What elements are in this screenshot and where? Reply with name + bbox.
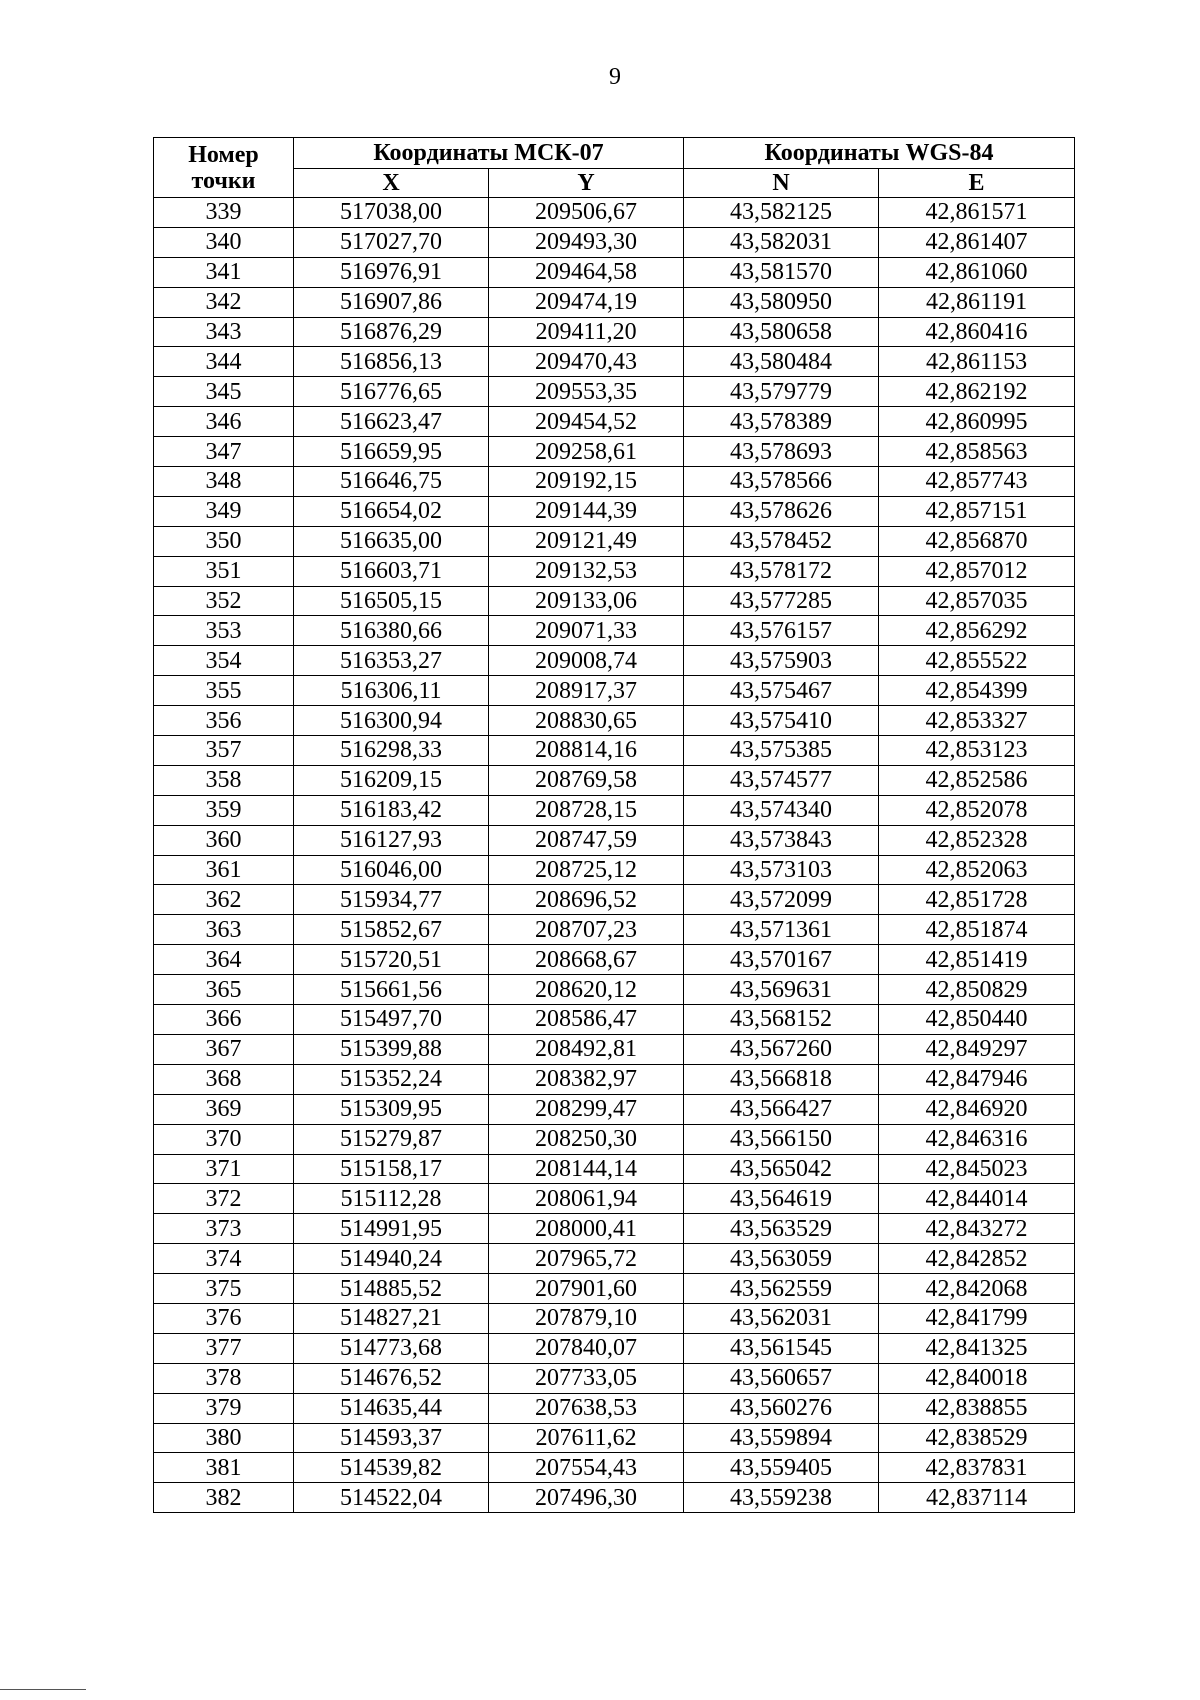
table-row [154, 257, 1075, 287]
cell-x: 515661,56 [294, 975, 489, 1005]
cell-e: 42,860995 [879, 407, 1075, 437]
cell-e: 42,842852 [879, 1244, 1075, 1274]
cell-x: 515852,67 [294, 915, 489, 945]
table-row [154, 1244, 1075, 1274]
cell-point: 369 [154, 1094, 294, 1124]
cell-x: 514593,37 [294, 1423, 489, 1453]
cell-point: 382 [154, 1483, 294, 1513]
cell-e: 42,862192 [879, 377, 1075, 407]
cell-n: 43,568152 [684, 1005, 879, 1035]
cell-y: 208725,12 [489, 855, 684, 885]
cell-x: 516300,94 [294, 706, 489, 736]
cell-n: 43,578389 [684, 407, 879, 437]
cell-point: 356 [154, 706, 294, 736]
table-row [154, 556, 1075, 586]
cell-x: 516776,65 [294, 377, 489, 407]
cell-x: 516298,33 [294, 736, 489, 766]
cell-y: 208830,65 [489, 706, 684, 736]
table-row [154, 1184, 1075, 1214]
cell-y: 209071,33 [489, 616, 684, 646]
cell-x: 516635,00 [294, 526, 489, 556]
cell-point: 358 [154, 765, 294, 795]
cell-n: 43,573843 [684, 825, 879, 855]
table-row [154, 1274, 1075, 1304]
cell-n: 43,566427 [684, 1094, 879, 1124]
cell-e: 42,857151 [879, 496, 1075, 526]
cell-x: 516623,47 [294, 407, 489, 437]
cell-y: 209464,58 [489, 257, 684, 287]
cell-n: 43,572099 [684, 885, 879, 915]
cell-n: 43,563059 [684, 1244, 879, 1274]
table-row [154, 198, 1075, 228]
table-row [154, 586, 1075, 616]
table-row [154, 347, 1075, 377]
cell-x: 516603,71 [294, 556, 489, 586]
cell-x: 517027,70 [294, 227, 489, 257]
cell-y: 209411,20 [489, 317, 684, 347]
cell-y: 209506,67 [489, 198, 684, 228]
cell-n: 43,569631 [684, 975, 879, 1005]
table-row [154, 795, 1075, 825]
cell-y: 208061,94 [489, 1184, 684, 1214]
cell-n: 43,581570 [684, 257, 879, 287]
cell-y: 208668,67 [489, 945, 684, 975]
cell-y: 208814,16 [489, 736, 684, 766]
scan-edge-line [0, 1689, 86, 1690]
cell-e: 42,857035 [879, 586, 1075, 616]
cell-point: 348 [154, 467, 294, 497]
cell-y: 207840,07 [489, 1333, 684, 1363]
cell-e: 42,841325 [879, 1333, 1075, 1363]
table-row [154, 317, 1075, 347]
cell-n: 43,578566 [684, 467, 879, 497]
table-row [154, 1393, 1075, 1423]
cell-point: 341 [154, 257, 294, 287]
cell-e: 42,861060 [879, 257, 1075, 287]
cell-x: 514635,44 [294, 1393, 489, 1423]
cell-n: 43,566150 [684, 1124, 879, 1154]
cell-point: 357 [154, 736, 294, 766]
cell-n: 43,559238 [684, 1483, 879, 1513]
cell-x: 515934,77 [294, 885, 489, 915]
cell-point: 368 [154, 1064, 294, 1094]
table-row [154, 1483, 1075, 1513]
cell-n: 43,561545 [684, 1333, 879, 1363]
cell-n: 43,570167 [684, 945, 879, 975]
cell-x: 517038,00 [294, 198, 489, 228]
table-row [154, 1034, 1075, 1064]
cell-point: 347 [154, 437, 294, 467]
cell-y: 208620,12 [489, 975, 684, 1005]
cell-point: 349 [154, 496, 294, 526]
cell-e: 42,840018 [879, 1363, 1075, 1393]
table-row [154, 676, 1075, 706]
cell-y: 208586,47 [489, 1005, 684, 1035]
cell-point: 354 [154, 646, 294, 676]
table-row [154, 437, 1075, 467]
cell-point: 345 [154, 377, 294, 407]
header-y: Y [489, 169, 684, 198]
cell-n: 43,559405 [684, 1453, 879, 1483]
cell-n: 43,563529 [684, 1214, 879, 1244]
cell-n: 43,560276 [684, 1393, 879, 1423]
cell-point: 372 [154, 1184, 294, 1214]
cell-n: 43,578693 [684, 437, 879, 467]
table-row [154, 1423, 1075, 1453]
header-point-number: Номер точки [154, 138, 294, 198]
cell-e: 42,857743 [879, 467, 1075, 497]
cell-point: 364 [154, 945, 294, 975]
cell-x: 514991,95 [294, 1214, 489, 1244]
cell-point: 363 [154, 915, 294, 945]
table-row [154, 825, 1075, 855]
cell-n: 43,577285 [684, 586, 879, 616]
cell-e: 42,847946 [879, 1064, 1075, 1094]
cell-x: 515309,95 [294, 1094, 489, 1124]
cell-point: 367 [154, 1034, 294, 1064]
header-msk07: Координаты МСК-07 [294, 138, 684, 169]
cell-x: 515279,87 [294, 1124, 489, 1154]
cell-point: 373 [154, 1214, 294, 1244]
cell-e: 42,852328 [879, 825, 1075, 855]
cell-x: 515720,51 [294, 945, 489, 975]
cell-e: 42,850829 [879, 975, 1075, 1005]
cell-e: 42,851419 [879, 945, 1075, 975]
cell-x: 516209,15 [294, 765, 489, 795]
cell-e: 42,850440 [879, 1005, 1075, 1035]
cell-point: 352 [154, 586, 294, 616]
header-e: E [879, 169, 1075, 198]
cell-x: 516353,27 [294, 646, 489, 676]
cell-e: 42,845023 [879, 1154, 1075, 1184]
cell-point: 351 [154, 556, 294, 586]
cell-x: 516183,42 [294, 795, 489, 825]
cell-point: 346 [154, 407, 294, 437]
cell-e: 42,853327 [879, 706, 1075, 736]
cell-x: 516856,13 [294, 347, 489, 377]
cell-y: 208707,23 [489, 915, 684, 945]
table-row [154, 526, 1075, 556]
cell-y: 208382,97 [489, 1064, 684, 1094]
cell-n: 43,582125 [684, 198, 879, 228]
cell-n: 43,576157 [684, 616, 879, 646]
table-row [154, 1333, 1075, 1363]
cell-y: 209553,35 [489, 377, 684, 407]
cell-x: 516659,95 [294, 437, 489, 467]
cell-e: 42,843272 [879, 1214, 1075, 1244]
cell-y: 209192,15 [489, 467, 684, 497]
cell-point: 360 [154, 825, 294, 855]
cell-y: 208917,37 [489, 676, 684, 706]
table-row [154, 496, 1075, 526]
cell-y: 209121,49 [489, 526, 684, 556]
cell-x: 515352,24 [294, 1064, 489, 1094]
cell-y: 208492,81 [489, 1034, 684, 1064]
cell-x: 515112,28 [294, 1184, 489, 1214]
cell-n: 43,575410 [684, 706, 879, 736]
cell-point: 374 [154, 1244, 294, 1274]
cell-y: 208299,47 [489, 1094, 684, 1124]
cell-y: 208250,30 [489, 1124, 684, 1154]
cell-n: 43,582031 [684, 227, 879, 257]
cell-point: 344 [154, 347, 294, 377]
cell-e: 42,852586 [879, 765, 1075, 795]
cell-point: 366 [154, 1005, 294, 1035]
cell-y: 209474,19 [489, 287, 684, 317]
cell-point: 381 [154, 1453, 294, 1483]
table-row [154, 467, 1075, 497]
table-row [154, 1094, 1075, 1124]
cell-y: 209258,61 [489, 437, 684, 467]
cell-n: 43,580658 [684, 317, 879, 347]
cell-x: 516976,91 [294, 257, 489, 287]
table-row [154, 1214, 1075, 1244]
cell-e: 42,844014 [879, 1184, 1075, 1214]
cell-e: 42,842068 [879, 1274, 1075, 1304]
cell-n: 43,571361 [684, 915, 879, 945]
cell-y: 208747,59 [489, 825, 684, 855]
table-row [154, 227, 1075, 257]
table-row [154, 706, 1075, 736]
cell-x: 516646,75 [294, 467, 489, 497]
table-row [154, 616, 1075, 646]
cell-point: 359 [154, 795, 294, 825]
header-x: X [294, 169, 489, 198]
page-number: 9 [609, 64, 621, 90]
cell-point: 371 [154, 1154, 294, 1184]
cell-n: 43,578626 [684, 496, 879, 526]
table-row [154, 915, 1075, 945]
cell-x: 515158,17 [294, 1154, 489, 1184]
cell-n: 43,560657 [684, 1363, 879, 1393]
cell-y: 209133,06 [489, 586, 684, 616]
cell-point: 343 [154, 317, 294, 347]
cell-e: 42,861407 [879, 227, 1075, 257]
table-row [154, 377, 1075, 407]
cell-point: 376 [154, 1303, 294, 1333]
cell-e: 42,855522 [879, 646, 1075, 676]
cell-y: 209470,43 [489, 347, 684, 377]
table-row [154, 287, 1075, 317]
cell-point: 353 [154, 616, 294, 646]
cell-e: 42,857012 [879, 556, 1075, 586]
cell-x: 516876,29 [294, 317, 489, 347]
cell-n: 43,575385 [684, 736, 879, 766]
cell-e: 42,852078 [879, 795, 1075, 825]
cell-e: 42,846316 [879, 1124, 1075, 1154]
cell-x: 516046,00 [294, 855, 489, 885]
table-row [154, 885, 1075, 915]
cell-x: 514539,82 [294, 1453, 489, 1483]
cell-y: 209144,39 [489, 496, 684, 526]
cell-e: 42,854399 [879, 676, 1075, 706]
cell-y: 209493,30 [489, 227, 684, 257]
cell-y: 207496,30 [489, 1483, 684, 1513]
cell-e: 42,856870 [879, 526, 1075, 556]
cell-n: 43,564619 [684, 1184, 879, 1214]
cell-e: 42,856292 [879, 616, 1075, 646]
table-row [154, 1124, 1075, 1154]
cell-e: 42,837831 [879, 1453, 1075, 1483]
cell-point: 340 [154, 227, 294, 257]
cell-y: 209132,53 [489, 556, 684, 586]
cell-e: 42,853123 [879, 736, 1075, 766]
cell-point: 379 [154, 1393, 294, 1423]
cell-e: 42,849297 [879, 1034, 1075, 1064]
cell-e: 42,852063 [879, 855, 1075, 885]
cell-y: 208696,52 [489, 885, 684, 915]
cell-n: 43,574340 [684, 795, 879, 825]
cell-point: 380 [154, 1423, 294, 1453]
cell-y: 207965,72 [489, 1244, 684, 1274]
cell-y: 207733,05 [489, 1363, 684, 1393]
cell-x: 516907,86 [294, 287, 489, 317]
cell-x: 516306,11 [294, 676, 489, 706]
cell-point: 378 [154, 1363, 294, 1393]
cell-x: 514827,21 [294, 1303, 489, 1333]
table-row [154, 646, 1075, 676]
table-row [154, 1303, 1075, 1333]
cell-point: 342 [154, 287, 294, 317]
coordinates-table [153, 137, 1075, 1513]
cell-n: 43,562031 [684, 1303, 879, 1333]
cell-x: 516127,93 [294, 825, 489, 855]
cell-y: 208000,41 [489, 1214, 684, 1244]
cell-y: 209454,52 [489, 407, 684, 437]
cell-e: 42,837114 [879, 1483, 1075, 1513]
cell-n: 43,580484 [684, 347, 879, 377]
cell-n: 43,578172 [684, 556, 879, 586]
table-row [154, 407, 1075, 437]
cell-y: 207879,10 [489, 1303, 684, 1333]
cell-y: 207901,60 [489, 1274, 684, 1304]
cell-n: 43,573103 [684, 855, 879, 885]
table-row [154, 1154, 1075, 1184]
cell-e: 42,861571 [879, 198, 1075, 228]
cell-n: 43,566818 [684, 1064, 879, 1094]
table-row [154, 765, 1075, 795]
cell-n: 43,559894 [684, 1423, 879, 1453]
cell-n: 43,574577 [684, 765, 879, 795]
cell-y: 208728,15 [489, 795, 684, 825]
cell-n: 43,562559 [684, 1274, 879, 1304]
cell-x: 514773,68 [294, 1333, 489, 1363]
cell-y: 209008,74 [489, 646, 684, 676]
cell-e: 42,846920 [879, 1094, 1075, 1124]
cell-point: 362 [154, 885, 294, 915]
cell-e: 42,861191 [879, 287, 1075, 317]
cell-x: 514676,52 [294, 1363, 489, 1393]
cell-x: 514940,24 [294, 1244, 489, 1274]
cell-e: 42,841799 [879, 1303, 1075, 1333]
table-row [154, 855, 1075, 885]
cell-x: 516380,66 [294, 616, 489, 646]
cell-point: 370 [154, 1124, 294, 1154]
cell-x: 516505,15 [294, 586, 489, 616]
table-row [154, 1363, 1075, 1393]
cell-point: 375 [154, 1274, 294, 1304]
cell-e: 42,851874 [879, 915, 1075, 945]
cell-y: 208144,14 [489, 1154, 684, 1184]
cell-e: 42,838529 [879, 1423, 1075, 1453]
cell-n: 43,567260 [684, 1034, 879, 1064]
cell-point: 355 [154, 676, 294, 706]
header-wgs84: Координаты WGS-84 [684, 138, 1075, 169]
table-row [154, 1005, 1075, 1035]
cell-y: 207638,53 [489, 1393, 684, 1423]
table-row [154, 1453, 1075, 1483]
cell-point: 361 [154, 855, 294, 885]
cell-x: 516654,02 [294, 496, 489, 526]
cell-e: 42,858563 [879, 437, 1075, 467]
cell-n: 43,580950 [684, 287, 879, 317]
cell-e: 42,851728 [879, 885, 1075, 915]
cell-n: 43,565042 [684, 1154, 879, 1184]
header-n: N [684, 169, 879, 198]
cell-n: 43,578452 [684, 526, 879, 556]
cell-n: 43,575903 [684, 646, 879, 676]
table-body [154, 198, 1075, 1513]
cell-y: 207554,43 [489, 1453, 684, 1483]
table-row [154, 736, 1075, 766]
cell-e: 42,860416 [879, 317, 1075, 347]
cell-y: 207611,62 [489, 1423, 684, 1453]
cell-x: 515399,88 [294, 1034, 489, 1064]
table-row [154, 975, 1075, 1005]
cell-point: 365 [154, 975, 294, 1005]
cell-x: 515497,70 [294, 1005, 489, 1035]
cell-point: 377 [154, 1333, 294, 1363]
cell-point: 350 [154, 526, 294, 556]
table-row [154, 1064, 1075, 1094]
cell-n: 43,579779 [684, 377, 879, 407]
cell-e: 42,838855 [879, 1393, 1075, 1423]
cell-y: 208769,58 [489, 765, 684, 795]
cell-x: 514522,04 [294, 1483, 489, 1513]
table-row [154, 945, 1075, 975]
cell-n: 43,575467 [684, 676, 879, 706]
cell-point: 339 [154, 198, 294, 228]
cell-e: 42,861153 [879, 347, 1075, 377]
cell-x: 514885,52 [294, 1274, 489, 1304]
